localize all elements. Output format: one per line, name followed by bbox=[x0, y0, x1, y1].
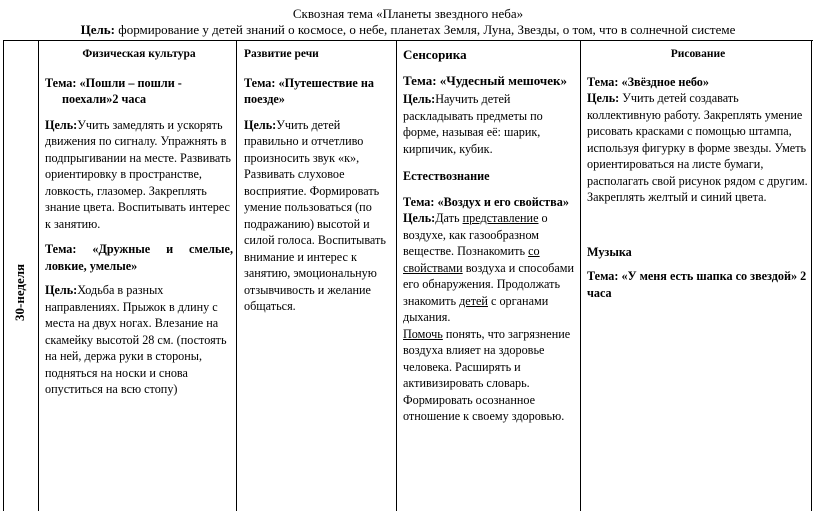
lesson-topic: Тема: «Путешествие на поезде» bbox=[244, 75, 374, 106]
column-physical-education bbox=[45, 41, 233, 398]
section-header: Естествознание bbox=[403, 169, 490, 183]
goal-text: формирование у детей знаний о космосе, о небе, планетах Земля, Луна, Звезды, о том, что в солнечной системе bbox=[115, 22, 736, 37]
lesson-topic: Тема: «Пошли – пошли - поехали»2 часа bbox=[45, 75, 182, 106]
goal-text: Ходьба в разных направлениях. Прыжок в длину с места на двух ногах. Влезание на скамейку высотой 28 см. (постоять на ней, держа руки в стороны, подняться на носки и снова опуститься на всю стопу) bbox=[45, 283, 227, 396]
column-divider bbox=[580, 41, 581, 511]
goal-text: Дать bbox=[435, 211, 463, 225]
section-header: Музыка bbox=[587, 244, 632, 259]
lesson-goal bbox=[244, 117, 394, 315]
lesson-topic: Тема: «У меня есть шапка со звездой» 2 часа bbox=[587, 269, 807, 300]
goal-text-underlined: детей bbox=[459, 293, 488, 308]
lesson-goal bbox=[403, 91, 577, 157]
table-border-left bbox=[3, 41, 4, 511]
page-title: Сквозная тема «Планеты звездного неба» bbox=[292, 6, 524, 21]
topic-label: Тема bbox=[403, 194, 431, 209]
goal-text: воздуха и способами его обнаружения. Продолжать знакомить bbox=[403, 260, 575, 308]
goal-text: Учить детей создавать коллективную работу. Закреплять умение рисовать красками с помощью штампа, используя фигурку в форме звезды. Уметь ориентироваться на листе бумаги, располагать свой рисунок рядом с другим. Закреплять желтый и синий цвета. bbox=[587, 91, 808, 204]
topic-text: : «Воздух и его свойства» bbox=[430, 194, 569, 209]
goal-label: Цель: bbox=[403, 211, 436, 225]
week-label: 30-неделя bbox=[12, 263, 27, 321]
lesson-topic: Тема: «Звёздное небо» bbox=[587, 74, 709, 89]
goal-text-underlined: со свойствами bbox=[403, 244, 540, 275]
goal-label: Цель: bbox=[45, 117, 78, 132]
goal-text-underlined: представление bbox=[462, 211, 539, 225]
column-drawing bbox=[587, 41, 809, 301]
column-header: Развитие речи bbox=[244, 48, 319, 60]
goal-text: Научить детей раскладывать предметы по форме, называя её: шарик, кирпичик, кубик. bbox=[403, 92, 543, 156]
lesson-goal bbox=[403, 210, 577, 326]
goal-label: Цель: bbox=[80, 22, 116, 37]
column-sensory bbox=[403, 41, 577, 425]
lesson-topic bbox=[403, 194, 577, 211]
goal-text: Учить замедлять и ускорять движения по сигналу. Упражнять в подпрыгивании на месте. Развивать ориентировку в пространстве, ловкость, глазомер. Закреплять знание цвета. Воспитывать интерес к занятию. bbox=[45, 117, 231, 231]
goal-label: Цель: bbox=[244, 117, 277, 132]
table-border-right bbox=[811, 41, 812, 511]
goal-text: Учить детей правильно и отчетливо произносить звук «к», Развивать слуховое восприятие. Формировать умение пользоваться (по подражанию) высотой и силой голоса. Воспитывать внимание и интерес к занятию, эмоциональную отзывчивость и желание общаться. bbox=[244, 117, 386, 313]
goal-label: Цель: bbox=[587, 91, 620, 105]
plan-table bbox=[3, 40, 813, 511]
lesson-goal-continued bbox=[403, 326, 577, 425]
goal-text: понять, что загрязнение воздуха влияет на здоровье человека. Расширять и активизировать словарь. Формировать осознанное отношение к своему здоровью. bbox=[403, 326, 571, 423]
goal-label: Цель: bbox=[403, 92, 436, 106]
goal-text-underlined: Помочь bbox=[403, 326, 443, 341]
lesson-topic: Тема: «Дружные и смелые, bbox=[45, 242, 233, 256]
goal-label: Цель: bbox=[45, 283, 78, 297]
page-goal bbox=[0, 22, 816, 38]
column-header: Сенсорика bbox=[403, 47, 467, 62]
column-divider bbox=[236, 41, 237, 511]
lesson-topic: ловкие, умелые» bbox=[45, 258, 138, 273]
goal-text: о воздухе, как газообразном веществе. Познакомить bbox=[403, 211, 548, 258]
lesson-goal bbox=[45, 117, 233, 233]
column-divider bbox=[396, 41, 397, 511]
column-speech-development bbox=[244, 41, 394, 315]
column-divider bbox=[38, 41, 39, 511]
lesson-goal bbox=[587, 90, 809, 206]
lesson-goal bbox=[45, 282, 233, 398]
column-header: Физическая культура bbox=[82, 48, 196, 60]
lesson-topic: Тема: «Чудесный мешочек» bbox=[403, 73, 568, 88]
column-header: Рисование bbox=[670, 48, 726, 60]
page-header bbox=[0, 6, 816, 38]
goal-text: с органами дыхания. bbox=[403, 293, 549, 324]
